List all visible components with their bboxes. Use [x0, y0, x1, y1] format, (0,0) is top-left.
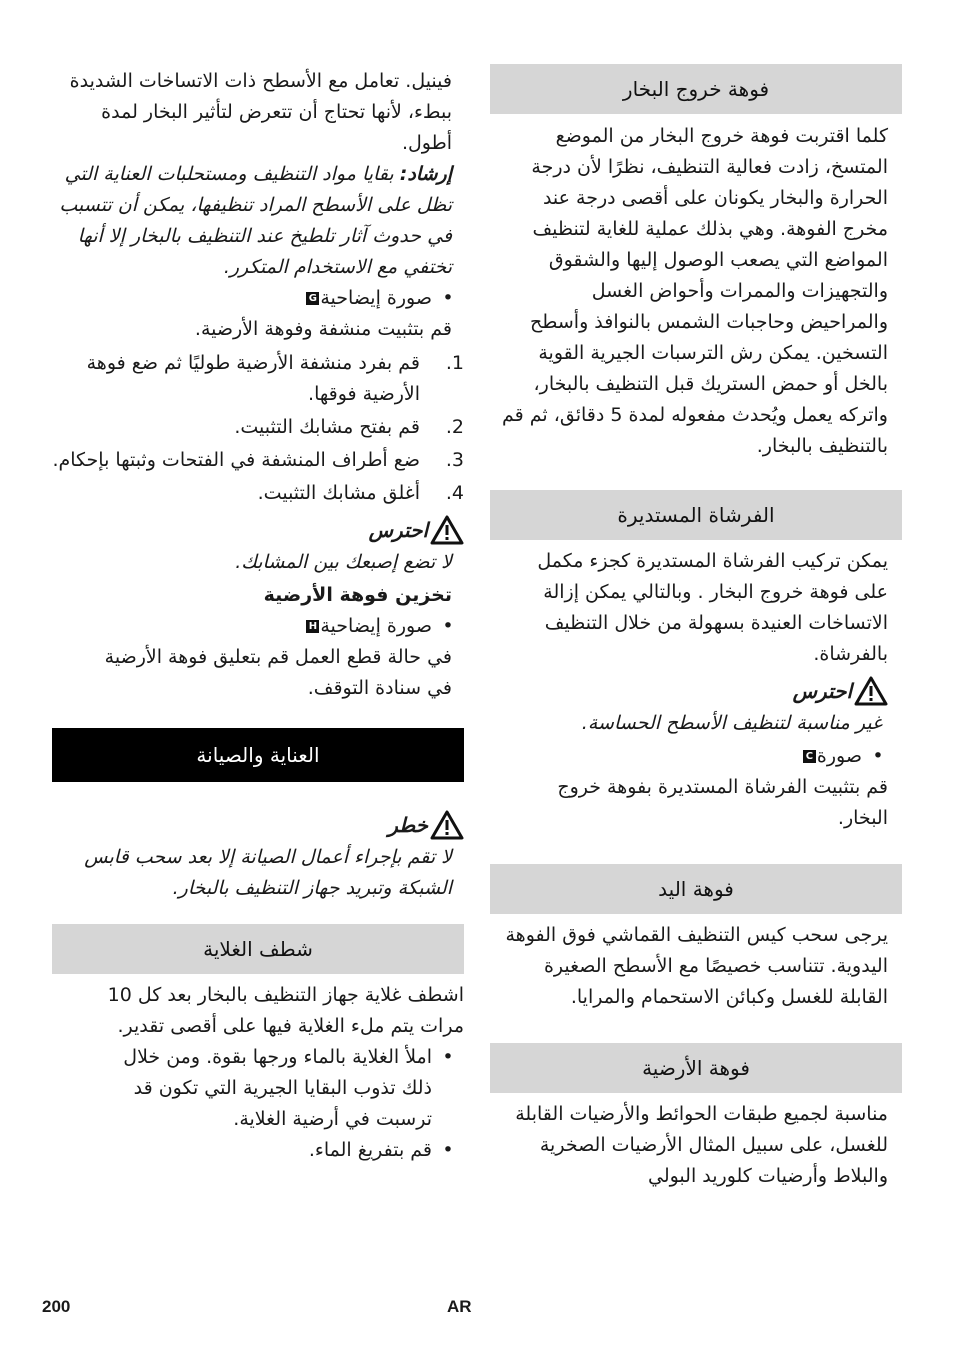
page-number: 200	[42, 1297, 71, 1316]
figure-c-badge: C	[803, 750, 816, 763]
round-brush-mount-text: قم بتثبيت الفرشاة المستديرة بفوهة خروج البخار.	[557, 776, 888, 829]
hint-paragraph: إرشاد: بقايا مواد التنظيف ومستحلبات العناية التي تظل على الأسطح المراد تنظيفها، يمكن أن تتسبب في حدوث آثار تلطيخ عند التنظيف بالبخار إلا أنها تختفي مع الاستخدام المتكرر.	[59, 163, 452, 278]
flush-bullet: • املأ الغلاية بالماء ورجها بقوة. ومن خلال ذلك تذوب البقايا الجيرية التي تكون قد ترسبت في أرضية الغلاية.	[123, 1046, 454, 1130]
floor-mount-steps	[52, 348, 464, 509]
right-column	[490, 64, 902, 1192]
left-column	[52, 64, 464, 1166]
round-brush-heading: الفرشاة المستديرة	[490, 490, 902, 540]
floor-figure-bullet: • صورة إيضاحيةG	[52, 283, 464, 314]
hand-nozzle-body: يرجى سحب كيس التنظيف القماشي فوق الفوهة اليدوية. تتناسب خصيصًا مع الأسطح الصغيرة القابلة للغسل وكبائن الاستحمام والمرايا.	[505, 924, 888, 1008]
caution-title: احترس	[52, 513, 464, 547]
steam-nozzle-heading: فوهة خروج البخار	[490, 64, 902, 114]
warning-triangle-icon	[430, 515, 464, 545]
step-item: 3. ضع أطراف المنشفة في الفتحات وثبتها بإحكام.	[52, 449, 464, 471]
danger-triangle-icon	[430, 810, 464, 840]
flush-bullet: • قم بتفريغ الماء.	[308, 1139, 454, 1161]
figure-h-badge: H	[306, 620, 319, 633]
warning-triangle-icon	[854, 676, 888, 706]
round-brush-warning-text: غير مناسبة لتنظيف الأسطح الحساسة.	[581, 712, 882, 734]
storage-heading: تخزين فوهة الأرضية	[263, 584, 452, 606]
flush-boiler-text: اشطف غلاية جهاز التنظيف بالبخار بعد كل 10 مرات يتم ملء الغلاية فيها على أقصى تقدير.	[107, 984, 464, 1037]
danger-text: لا تقم بإجراء أعمال الصيانة إلا بعد سحب قابس الشبكة وتبريد جهاز التنظيف بالبخار.	[84, 846, 452, 899]
steam-nozzle-body: كلما اقتربت فوهة خروج البخار من الموضع المتسخ، زادت فعالية التنظيف، نظرًا لأن درجة الحرارة والبخار يكونان على أقصى درجة عند مخرج الفوهة. وهي بذلك عملية للغاية لتنظيف المواضع التي يصعب الوصول إليها والشقوق والتجهيزات والممرات وأحواض الغسل والمراحيض وحاجبات الشمس بالنوافذ وأسطح التسخين. يمكن رش الترسبات الجيرية القوية بالخل أو حمض الستريك قبل التنظيف بالبخار، واتركه يعمل ويُحدث مفعوله لمدة 5 دقائق، ثم قم بالتنظيف بالبخار.	[501, 125, 888, 457]
floor-nozzle-body: مناسبة لجميع طبقات الحوائط والأرضيات القابلة للغسل، على سبيل المثال الأرضيات الصخرية والبلاط وأرضيات كلوريد البولي	[515, 1103, 888, 1187]
floor-nozzle-heading: فوهة الأرضية	[490, 1043, 902, 1093]
danger-title: خطر	[52, 808, 464, 842]
flush-boiler-heading: شطف الغلاية	[52, 924, 464, 974]
figure-g-badge: G	[306, 292, 319, 305]
caution-text: لا تضع إصبعك بين المشابك.	[235, 551, 452, 573]
round-brush-body: يمكن تركيب الفرشاة المستديرة كجزء مكمل على فوهة خروج البخار . وبالتالي يمكن إزالة الاتساخات العنيدة بسهولة من خلال التنظيف بالفرشاة.	[537, 550, 888, 665]
step-item: 1. قم بفرد منشفة الأرضية طوليًا ثم ضع فوهة الأرضية فوقها.	[86, 352, 464, 405]
language-code: AR	[447, 1297, 472, 1316]
storage-text: في حالة قطع العمل قم بتعليق فوهة الأرضية في سنادة التوقف.	[104, 646, 452, 699]
round-brush-figure-bullet: • صورةC	[490, 741, 902, 772]
storage-figure-bullet: • صورة إيضاحيةH	[52, 611, 464, 642]
step-item: 2. قم بفتح مشابك التثبيت.	[234, 416, 464, 438]
care-maintenance-heading: العناية والصيانة	[52, 728, 464, 782]
round-brush-warning-title: احترس	[490, 674, 902, 708]
floor-mount-intro: قم بتثبيت منشفة وفوهة الأرضية.	[194, 318, 452, 340]
floor-continuation-text: فينيل. تعامل مع الأسطح ذات الاتساخات الشديدة ببطء، لأنها تحتاج أن تتعرض لتأثير البخار لمدة أطول.	[69, 70, 452, 154]
hand-nozzle-heading: فوهة اليد	[490, 864, 902, 914]
step-item: 4. أغلق مشابك التثبيت.	[257, 482, 464, 504]
